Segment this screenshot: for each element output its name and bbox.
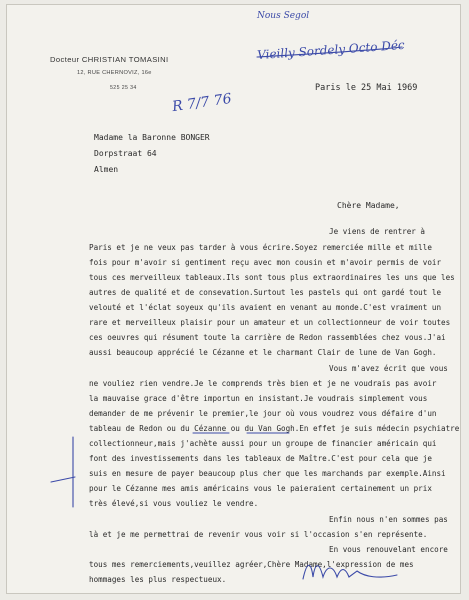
body-line: Vous m'avez écrit que vous	[329, 364, 448, 373]
body-line: là et je me permettrai de revenir vous voir si l'occasion s'en représente.	[89, 530, 428, 539]
body-line: la mauvaise grace d'être importun en insistant.Je voudrais simplement vous	[89, 394, 428, 403]
body-line: aussi beaucoup apprécié le Cézanne et le charmant Clair de lune de Van Gogh.	[89, 348, 437, 357]
margin-dash	[51, 477, 75, 482]
letterhead-phone: 525 25 34	[110, 85, 137, 91]
letter-date: Paris le 25 Mai 1969	[315, 83, 418, 93]
body-line: tous mes remerciements,veuillez agréer,Chère Madame,l'expression de mes	[89, 560, 414, 569]
body-line: très élevé,si vous vouliez le vendre.	[89, 499, 259, 508]
body-line: Enfin nous n'en sommes pas	[329, 515, 448, 524]
recipient-line-2: Dorpstraat 64	[94, 149, 157, 158]
handwritten-note-names: Vieilly Sordely Octo Déc	[256, 37, 406, 63]
body-line: demander de me prévenir le premier,le jour où vous voudrez vous défaire d'un	[89, 409, 437, 418]
body-line: Je viens de rentrer à	[329, 227, 426, 236]
body-line: font des investissements dans les tableaux de Maître.C'est pour cela que je	[89, 454, 432, 463]
letter-page	[6, 4, 461, 594]
salutation: Chère Madame,	[337, 201, 400, 210]
handwritten-reference: R 7/7 76	[171, 90, 233, 116]
body-line: collectionneur,mais j'achète aussi pour un groupe de financier américain qui	[89, 439, 437, 448]
ink-annotations	[7, 5, 462, 595]
body-line: ces oeuvres qui résument toute la carrière de Redon rassemblées chez vous.J'ai	[89, 333, 446, 342]
body-line: rare et merveilleux plaisir pour un amateur et un collectionneur de voir toutes	[89, 318, 451, 327]
body-line: tableau de Redon ou du Cézanne ou du Van Gogh.En effet je suis médecin psychiatre	[89, 424, 460, 433]
body-line: autres de qualité et de consevation.Surtout les pastels qui ont gardé tout le	[89, 288, 442, 297]
body-line: pour le Cézanne mes amis américains vous le paieraient certainement un prix	[89, 484, 432, 493]
handwritten-underline	[257, 47, 402, 57]
body-line: ne vouliez rien vendre.Je le comprends très bien et je ne voudrais pas avoir	[89, 379, 437, 388]
body-line: fois pour m'avoir si gentiment reçu avec mon cousin et m'avoir permis de voir	[89, 258, 442, 267]
letterhead-address: 12, RUE CHERNOVIZ, 16e	[77, 70, 152, 76]
recipient-line-3: Almen	[94, 165, 119, 174]
body-line: tous ces merveilleux tableaux.Ils sont tous plus extraordinaires les uns que les	[89, 273, 455, 282]
signature-stroke	[303, 565, 397, 579]
recipient-line-1: Madame la Baronne BONGER	[94, 133, 210, 142]
body-line: hommages les plus respectueux.	[89, 575, 227, 584]
signature	[307, 577, 312, 578]
letterhead-name: Docteur CHRISTIAN TOMASINI	[50, 55, 169, 64]
body-line: Paris et je ne veux pas tarder à vous écrire.Soyez remerciée mille et mille	[89, 243, 432, 252]
handwritten-note-top: Nous Segol	[257, 11, 310, 21]
body-line: suis en mesure de payer beaucoup plus cher que les marchands par exemple.Ainsi	[89, 469, 446, 478]
body-line: En vous renouvelant encore	[329, 545, 448, 554]
body-line: velouté et l'éclat soyeux qu'ils avaient en venant au monde.C'est vraiment un	[89, 303, 442, 312]
